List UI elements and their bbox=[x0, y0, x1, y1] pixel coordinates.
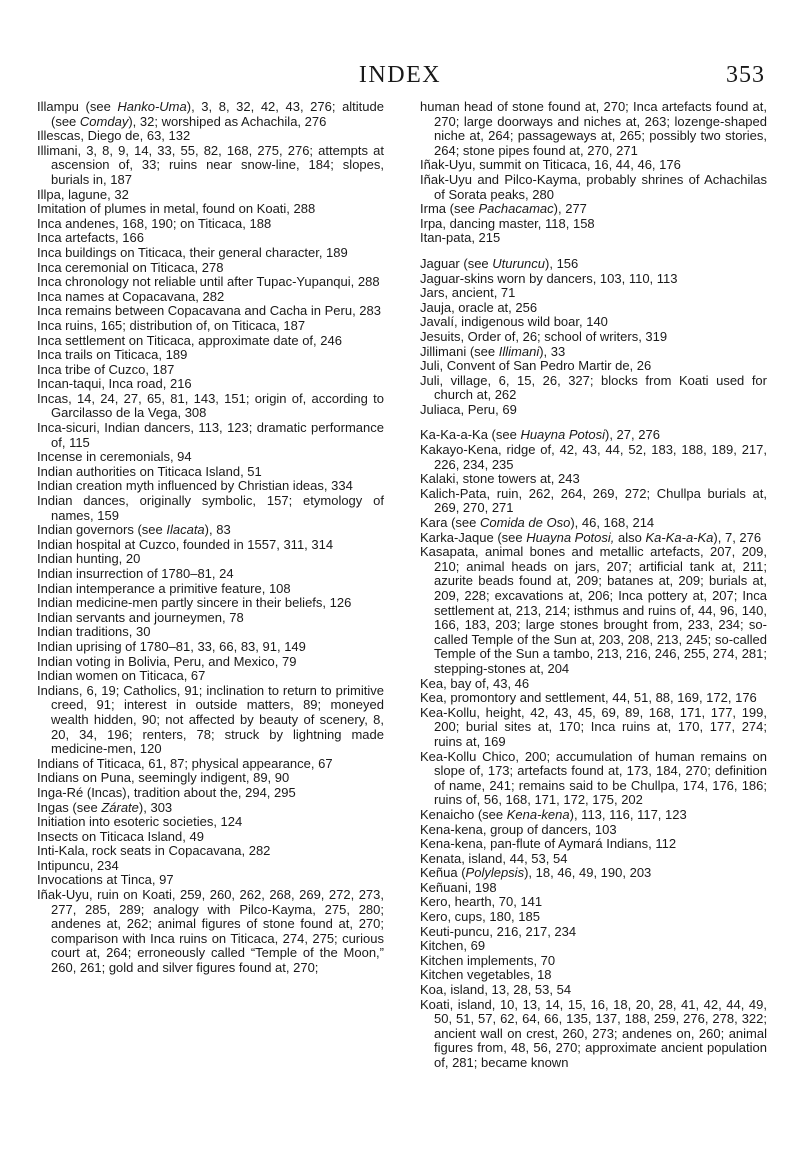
index-entry-text: Kea-Kollu, height, 42, 43, 45, 69, 89, 168, 171, 177, 199, 200; burial sites at, 170; Inca ruins at, 170, 177, 274; ruins at, 169 bbox=[420, 704, 767, 749]
index-entry bbox=[420, 998, 767, 1071]
index-entry-text: Indian women on Titicaca, 67 bbox=[37, 668, 206, 684]
index-entry bbox=[420, 925, 767, 940]
index-entry-text: Illescas, Diego de, 63, 132 bbox=[37, 128, 191, 144]
index-entry-reference: Uturuncu bbox=[492, 255, 546, 271]
index-entry bbox=[420, 443, 767, 472]
index-entry-text: Indian dances, originally symbolic, 157; etymology of names, 159 bbox=[37, 493, 384, 523]
index-entry bbox=[37, 596, 384, 611]
index-entry-reference: Huayna Potosi bbox=[520, 427, 605, 443]
index-entry bbox=[420, 173, 767, 202]
index-entry bbox=[420, 516, 767, 531]
index-entry bbox=[37, 873, 384, 888]
page-header bbox=[35, 62, 765, 92]
index-entry-text: Indian voting in Bolivia, Peru, and Mexico, 79 bbox=[37, 653, 297, 669]
index-entry bbox=[420, 837, 767, 852]
index-entry-text: Karka-Jaque (see bbox=[420, 529, 527, 545]
index-entry-text: Indian intemperance a primitive feature, 108 bbox=[37, 580, 291, 596]
index-entry bbox=[420, 202, 767, 217]
page-number: 353 bbox=[726, 62, 765, 88]
index-entry-text: Kara (see bbox=[420, 515, 480, 531]
index-entry bbox=[420, 403, 767, 418]
index-entry bbox=[37, 261, 384, 276]
index-entry-text: Jauja, oracle at, 256 bbox=[420, 299, 538, 315]
index-entry bbox=[420, 545, 767, 676]
index-entry-text: Inca tribe of Cuzco, 187 bbox=[37, 361, 175, 377]
index-entry-reference: Pachacamac bbox=[478, 201, 554, 217]
index-entry-text: Keñua ( bbox=[420, 865, 466, 881]
index-entry bbox=[37, 625, 384, 640]
index-entry-text: Jaguar-skins worn by dancers, 103, 110, 113 bbox=[420, 270, 678, 286]
index-entry bbox=[37, 465, 384, 480]
index-entry bbox=[37, 392, 384, 421]
index-entry-text: Kea, bay of, 43, 46 bbox=[420, 675, 530, 691]
index-entry bbox=[420, 954, 767, 969]
index-entry bbox=[420, 691, 767, 706]
index-entry-text: Indian uprising of 1780–81, 33, 66, 83, 91, 149 bbox=[37, 638, 306, 654]
index-entry-reference: Zárate bbox=[101, 799, 139, 815]
index-column-right bbox=[420, 100, 767, 1071]
index-entry bbox=[37, 246, 384, 261]
index-entry-text: Kitchen, 69 bbox=[420, 938, 486, 954]
index-entry bbox=[37, 844, 384, 859]
index-entry bbox=[420, 866, 767, 881]
index-entry-text: Ingas (see bbox=[37, 799, 102, 815]
index-entry-reference: Ka-Ka-a-Ka bbox=[645, 529, 714, 545]
index-entry-text: Juliaca, Peru, 69 bbox=[420, 401, 517, 417]
index-entry-text: Indian authorities on Titicaca Island, 51 bbox=[37, 463, 262, 479]
index-entry-text: Indian creation myth influenced by Christian ideas, 334 bbox=[37, 478, 353, 494]
index-entry-text: Inca artefacts, 166 bbox=[37, 230, 144, 246]
index-entry-text: Insects on Titicaca Island, 49 bbox=[37, 828, 204, 844]
index-entry-text: Indian insurrection of 1780–81, 24 bbox=[37, 566, 234, 581]
index-entry-text: Kalich-Pata, ruin, 262, 264, 269, 272; Chullpa burials at, 269, 270, 271 bbox=[420, 485, 767, 516]
index-entry-text: Kakayo-Kena, ridge of, 42, 43, 44, 52, 183, 188, 189, 217, 226, 234, 235 bbox=[420, 442, 767, 472]
index-entry-text: Indian medicine-men partly sincere in their beliefs, 126 bbox=[37, 595, 352, 611]
index-entry bbox=[420, 100, 767, 158]
index-entry-text: ), 83 bbox=[204, 522, 231, 538]
index-entry bbox=[37, 567, 384, 582]
index-entry-text: ), 7, 276 bbox=[713, 529, 762, 545]
index-entry-text: ), 27, 276 bbox=[605, 427, 660, 443]
index-entry bbox=[420, 939, 767, 954]
index-entry-text: ), 18, 46, 49, 190, 203 bbox=[524, 865, 652, 881]
index-entry-text: Iñak-Uyu, summit on Titicaca, 16, 44, 46, 176 bbox=[420, 157, 681, 173]
index-entry-text: Kena-kena, group of dancers, 103 bbox=[420, 821, 617, 837]
index-entry-text: Indians of Titicaca, 61, 87; physical appearance, 67 bbox=[37, 755, 333, 771]
index-entry bbox=[420, 428, 767, 443]
index-entry-text: Kero, cups, 180, 185 bbox=[420, 909, 540, 925]
index-entry bbox=[420, 301, 767, 316]
index-entry-text: Illampu (see bbox=[37, 99, 118, 114]
index-entry bbox=[420, 286, 767, 301]
index-entry-text: Kena-kena, pan-flute of Aymará Indians, 112 bbox=[420, 836, 677, 852]
index-entry-text: ), 113, 116, 117, 123 bbox=[569, 806, 687, 822]
index-entry bbox=[420, 345, 767, 360]
index-entry bbox=[420, 217, 767, 232]
index-entry bbox=[420, 487, 767, 516]
index-entry bbox=[420, 158, 767, 173]
index-entry bbox=[37, 363, 384, 378]
index-entry bbox=[37, 129, 384, 144]
index-entry bbox=[37, 421, 384, 450]
index-entry bbox=[37, 669, 384, 684]
index-entry-text: Juli, Convent of San Pedro Martir de, 26 bbox=[420, 358, 652, 374]
index-entry-text: Kalaki, stone towers at, 243 bbox=[420, 471, 580, 487]
index-entry-text: Indians on Puna, seemingly indigent, 89, 90 bbox=[37, 770, 290, 786]
index-entry bbox=[37, 888, 384, 976]
index-entry bbox=[420, 808, 767, 823]
index-entry-reference: Ilacata bbox=[166, 522, 205, 538]
index-entry-text: ), 46, 168, 214 bbox=[570, 515, 655, 531]
index-entry bbox=[420, 677, 767, 692]
index-entry bbox=[420, 983, 767, 998]
index-entry bbox=[420, 968, 767, 983]
index-entry-text: Jesuits, Order of, 26; school of writers, 319 bbox=[420, 328, 668, 344]
index-entry bbox=[37, 144, 384, 188]
index-entry-text: ), 156 bbox=[545, 255, 579, 271]
index-entry bbox=[37, 611, 384, 626]
index-entry bbox=[420, 231, 767, 246]
index-entry-text: Kea-Kollu Chico, 200; accumulation of human remains on slope of, 173; artefacts found at, 173, 184, 270; definition of name, 241; remains said to be Chullpa, 174, 176, 186; ruins of, 56, 168, 171, 172, 175, 202 bbox=[420, 748, 767, 808]
index-entry-text: Indian servants and journeymen, 78 bbox=[37, 609, 244, 625]
index-entry-text: Javalí, indigenous wild boar, 140 bbox=[420, 314, 608, 330]
index-entry bbox=[37, 188, 384, 203]
index-entry-text: Inca trails on Titicaca, 189 bbox=[37, 347, 188, 363]
index-entry bbox=[37, 348, 384, 363]
index-entry-text: Iñak-Uyu and Pilco-Kayma, probably shrines of Achachilas of Sorata peaks, 280 bbox=[420, 171, 767, 202]
index-entry bbox=[420, 852, 767, 867]
index-entry bbox=[37, 231, 384, 246]
index-entry-text: Incense in ceremonials, 94 bbox=[37, 449, 192, 465]
index-entry bbox=[420, 272, 767, 287]
index-entry bbox=[37, 304, 384, 319]
index-entry-text: Iñak-Uyu, ruin on Koati, 259, 260, 262, 268, 269, 272, 273, 277, 285, 289; analogy with Pilco-Kayma, 275, 280; andenes at, 262; animal figures of stone found at, 270; comparison with Inca ruins on Titicaca, 274, 275; curious court at, 264; erroneously called “Temple of the Moon,” 260, 261; gold and silver figures found at, 270; bbox=[37, 887, 384, 976]
index-entry-reference: Illimani bbox=[498, 343, 540, 359]
index-entry-reference: Hanko-Uma bbox=[117, 99, 187, 114]
index-entry-text: Inca ruins, 165; distribution of, on Titicaca, 187 bbox=[37, 317, 306, 333]
index-entry-reference: Huayna Potosi, bbox=[526, 529, 615, 545]
index-entry bbox=[37, 640, 384, 655]
index-entry bbox=[37, 801, 384, 816]
index-entry bbox=[37, 450, 384, 465]
index-entry bbox=[420, 359, 767, 374]
index-entry-text: Inca-sicuri, Indian dancers, 113, 123; dramatic performance of, 115 bbox=[37, 420, 384, 450]
index-entry-text: ), 33 bbox=[539, 343, 566, 359]
index-entry bbox=[37, 786, 384, 801]
index-entry bbox=[37, 684, 384, 757]
index-entry-text: Jillimani (see bbox=[420, 343, 499, 359]
index-entry bbox=[420, 750, 767, 808]
index-entry-text: Kenaicho (see bbox=[420, 806, 507, 822]
index-entry-text: Initiation into esoteric societies, 124 bbox=[37, 814, 243, 830]
index-entry-text: Inti-Kala, rock seats in Copacavana, 282 bbox=[37, 843, 271, 859]
index-entry-text: Kasapata, animal bones and metallic artefacts, 207, 209, 210; animal heads on jars, 207; artificial tank at, 211; azurite beads found at, 209; batanes at, 209; burials at, 209, 228; excavations at, 206; Inca pottery at, 207; Inca settlement at, 213, 214; isthmus and ruins of, 44, 96, 140, 166, 183, 203; large stones brought from, 233, 234; so-called Temple of the Sun at, 203, 208, 213, 245; so-called Temple of the Sun a tambo, 213, 216, 246, 255, 274, 281; stepping-stones at, 204 bbox=[420, 544, 767, 676]
running-title: INDEX bbox=[358, 62, 442, 88]
index-entry-text: ), 277 bbox=[553, 201, 587, 217]
index-entry bbox=[420, 472, 767, 487]
index-entry-text: ), 3, 8, 32, 42, 43, 276; altitude (see bbox=[51, 99, 384, 129]
index-entry-text: Keuti-puncu, 216, 217, 234 bbox=[420, 923, 577, 939]
index-entry bbox=[37, 275, 384, 290]
index-entry-text: Kero, hearth, 70, 141 bbox=[420, 894, 543, 910]
index-entry-text: Inca names at Copacavana, 282 bbox=[37, 288, 225, 304]
index-entry-text: Inca chronology not reliable until after Tupac-Yupanqui, 288 bbox=[37, 274, 380, 290]
index-entry-text: Inca ceremonial on Titicaca, 278 bbox=[37, 259, 224, 275]
index-entry bbox=[37, 859, 384, 874]
index-entry-text: Irpa, dancing master, 118, 158 bbox=[420, 215, 595, 231]
index-entry-text: Koa, island, 13, 28, 53, 54 bbox=[420, 982, 572, 998]
index-entry-text: Juli, village, 6, 15, 26, 327; blocks from Koati used for church at, 262 bbox=[420, 372, 767, 403]
index-entry bbox=[420, 706, 767, 750]
index-entry-text: Illimani, 3, 8, 9, 14, 33, 55, 82, 168, 275, 276; attempts at ascension of, 33; ruins near snow-line, 184; slopes, burials in, 187 bbox=[37, 142, 384, 187]
index-entry-text: Inca remains between Copacavana and Cacha in Peru, 283 bbox=[37, 303, 381, 319]
index-entry-text: Indian hunting, 20 bbox=[37, 551, 141, 567]
index-entry-reference: Kena-kena bbox=[506, 806, 570, 822]
index-entry bbox=[420, 330, 767, 345]
index-entry bbox=[37, 757, 384, 772]
index-entry-text: Kitchen vegetables, 18 bbox=[420, 967, 552, 983]
index-entry-text: Indian governors (see bbox=[37, 522, 167, 538]
index-entry bbox=[37, 655, 384, 670]
index-entry bbox=[37, 202, 384, 217]
index-entry bbox=[37, 830, 384, 845]
index-entry-text: Invocations at Tinca, 97 bbox=[37, 872, 174, 888]
index-entry bbox=[37, 479, 384, 494]
index-entry bbox=[37, 290, 384, 305]
index-entry bbox=[37, 538, 384, 553]
index-entry-reference: Polylepsis bbox=[465, 865, 525, 881]
index-entry-text: Jars, ancient, 71 bbox=[420, 285, 516, 301]
index-entry-text: also bbox=[614, 529, 646, 545]
index-entry-text: Inca settlement on Titicaca, approximate date of, 246 bbox=[37, 332, 342, 348]
index-entry bbox=[420, 374, 767, 403]
index-entry-text: Kenata, island, 44, 53, 54 bbox=[420, 850, 568, 866]
index-entry bbox=[37, 582, 384, 597]
index-entry bbox=[420, 315, 767, 330]
index-entry bbox=[37, 552, 384, 567]
index-entry bbox=[37, 217, 384, 232]
index-entry-text: Ka-Ka-a-Ka (see bbox=[420, 427, 521, 443]
index-entry-text: Incan-taqui, Inca road, 216 bbox=[37, 376, 192, 392]
index-entry-text: Irma (see bbox=[420, 201, 479, 217]
index-entry bbox=[37, 377, 384, 392]
index-entry bbox=[37, 815, 384, 830]
index-entry-text: human head of stone found at, 270; Inca artefacts found at, 270; large doorways and niches at, 263; lozenge-shaped niche at, 264; passageways at, 265; possibly two stories, 264; stone pipes found at, 270, 271 bbox=[420, 99, 767, 158]
index-entry-text: Incas, 14, 24, 27, 65, 81, 143, 151; origin of, according to Garcilasso de la Vega, 308 bbox=[37, 390, 384, 421]
index-entry bbox=[420, 895, 767, 910]
index-entry bbox=[420, 823, 767, 838]
index-entry-text: Kea, promontory and settlement, 44, 51, 88, 169, 172, 176 bbox=[420, 690, 757, 706]
index-entry-text: ), 303 bbox=[138, 799, 173, 815]
index-entry bbox=[420, 910, 767, 925]
index-entry-text: Inca buildings on Titicaca, their general character, 189 bbox=[37, 244, 348, 260]
index-entry-text: Imitation of plumes in metal, found on Koati, 288 bbox=[37, 201, 316, 217]
index-entry-text: Indian traditions, 30 bbox=[37, 624, 151, 640]
index-entry bbox=[420, 257, 767, 272]
index-entry-text: Indian hospital at Cuzco, founded in 1557, 311, 314 bbox=[37, 536, 334, 552]
index-entry-text: Illpa, lagune, 32 bbox=[37, 186, 129, 202]
index-entry bbox=[420, 531, 767, 546]
index-entry-text: Keñuani, 198 bbox=[420, 879, 497, 895]
index-entry-text: ), 32; worshiped as Achachila, 276 bbox=[128, 113, 327, 129]
index-entry-text: Indians, 6, 19; Catholics, 91; inclination to return to primitive creed, 91; interest in outside matters, 89; moneyed wealth hidden, 90; not affected by beauty of scenery, 8, 20, 34, 196; renters, 78; struck by lightning made medicine-men, 120 bbox=[37, 682, 384, 757]
index-entry-text: Inca andenes, 168, 190; on Titicaca, 188 bbox=[37, 215, 272, 231]
index-entry bbox=[37, 523, 384, 538]
index-entry bbox=[37, 494, 384, 523]
index-entry-text: Jaguar (see bbox=[420, 255, 493, 271]
index-entry bbox=[37, 319, 384, 334]
index-entry-text: Kitchen implements, 70 bbox=[420, 952, 556, 968]
index-entry bbox=[37, 334, 384, 349]
index-entry-text: Itan-pata, 215 bbox=[420, 230, 501, 246]
index-entry-text: Koati, island, 10, 13, 14, 15, 16, 18, 20, 28, 41, 42, 44, 49, 50, 51, 57, 62, 64, 66, 135, 137, 188, 259, 276, 278, 322; ancient wall on crest, 260, 273; andenes on, 260; animal figures from, 48, 56, 270; approximate ancient population of, 281; became known bbox=[420, 996, 767, 1070]
index-entry bbox=[37, 100, 384, 129]
index-column-left bbox=[37, 100, 384, 976]
index-entry bbox=[37, 771, 384, 786]
index-entry-reference: Comida de Oso bbox=[479, 515, 571, 531]
index-entry-text: Inga-Ré (Incas), tradition about the, 294, 295 bbox=[37, 784, 296, 800]
index-entry bbox=[420, 881, 767, 896]
index-entry-text: Intipuncu, 234 bbox=[37, 857, 119, 873]
index-entry-reference: Comday bbox=[79, 113, 129, 129]
